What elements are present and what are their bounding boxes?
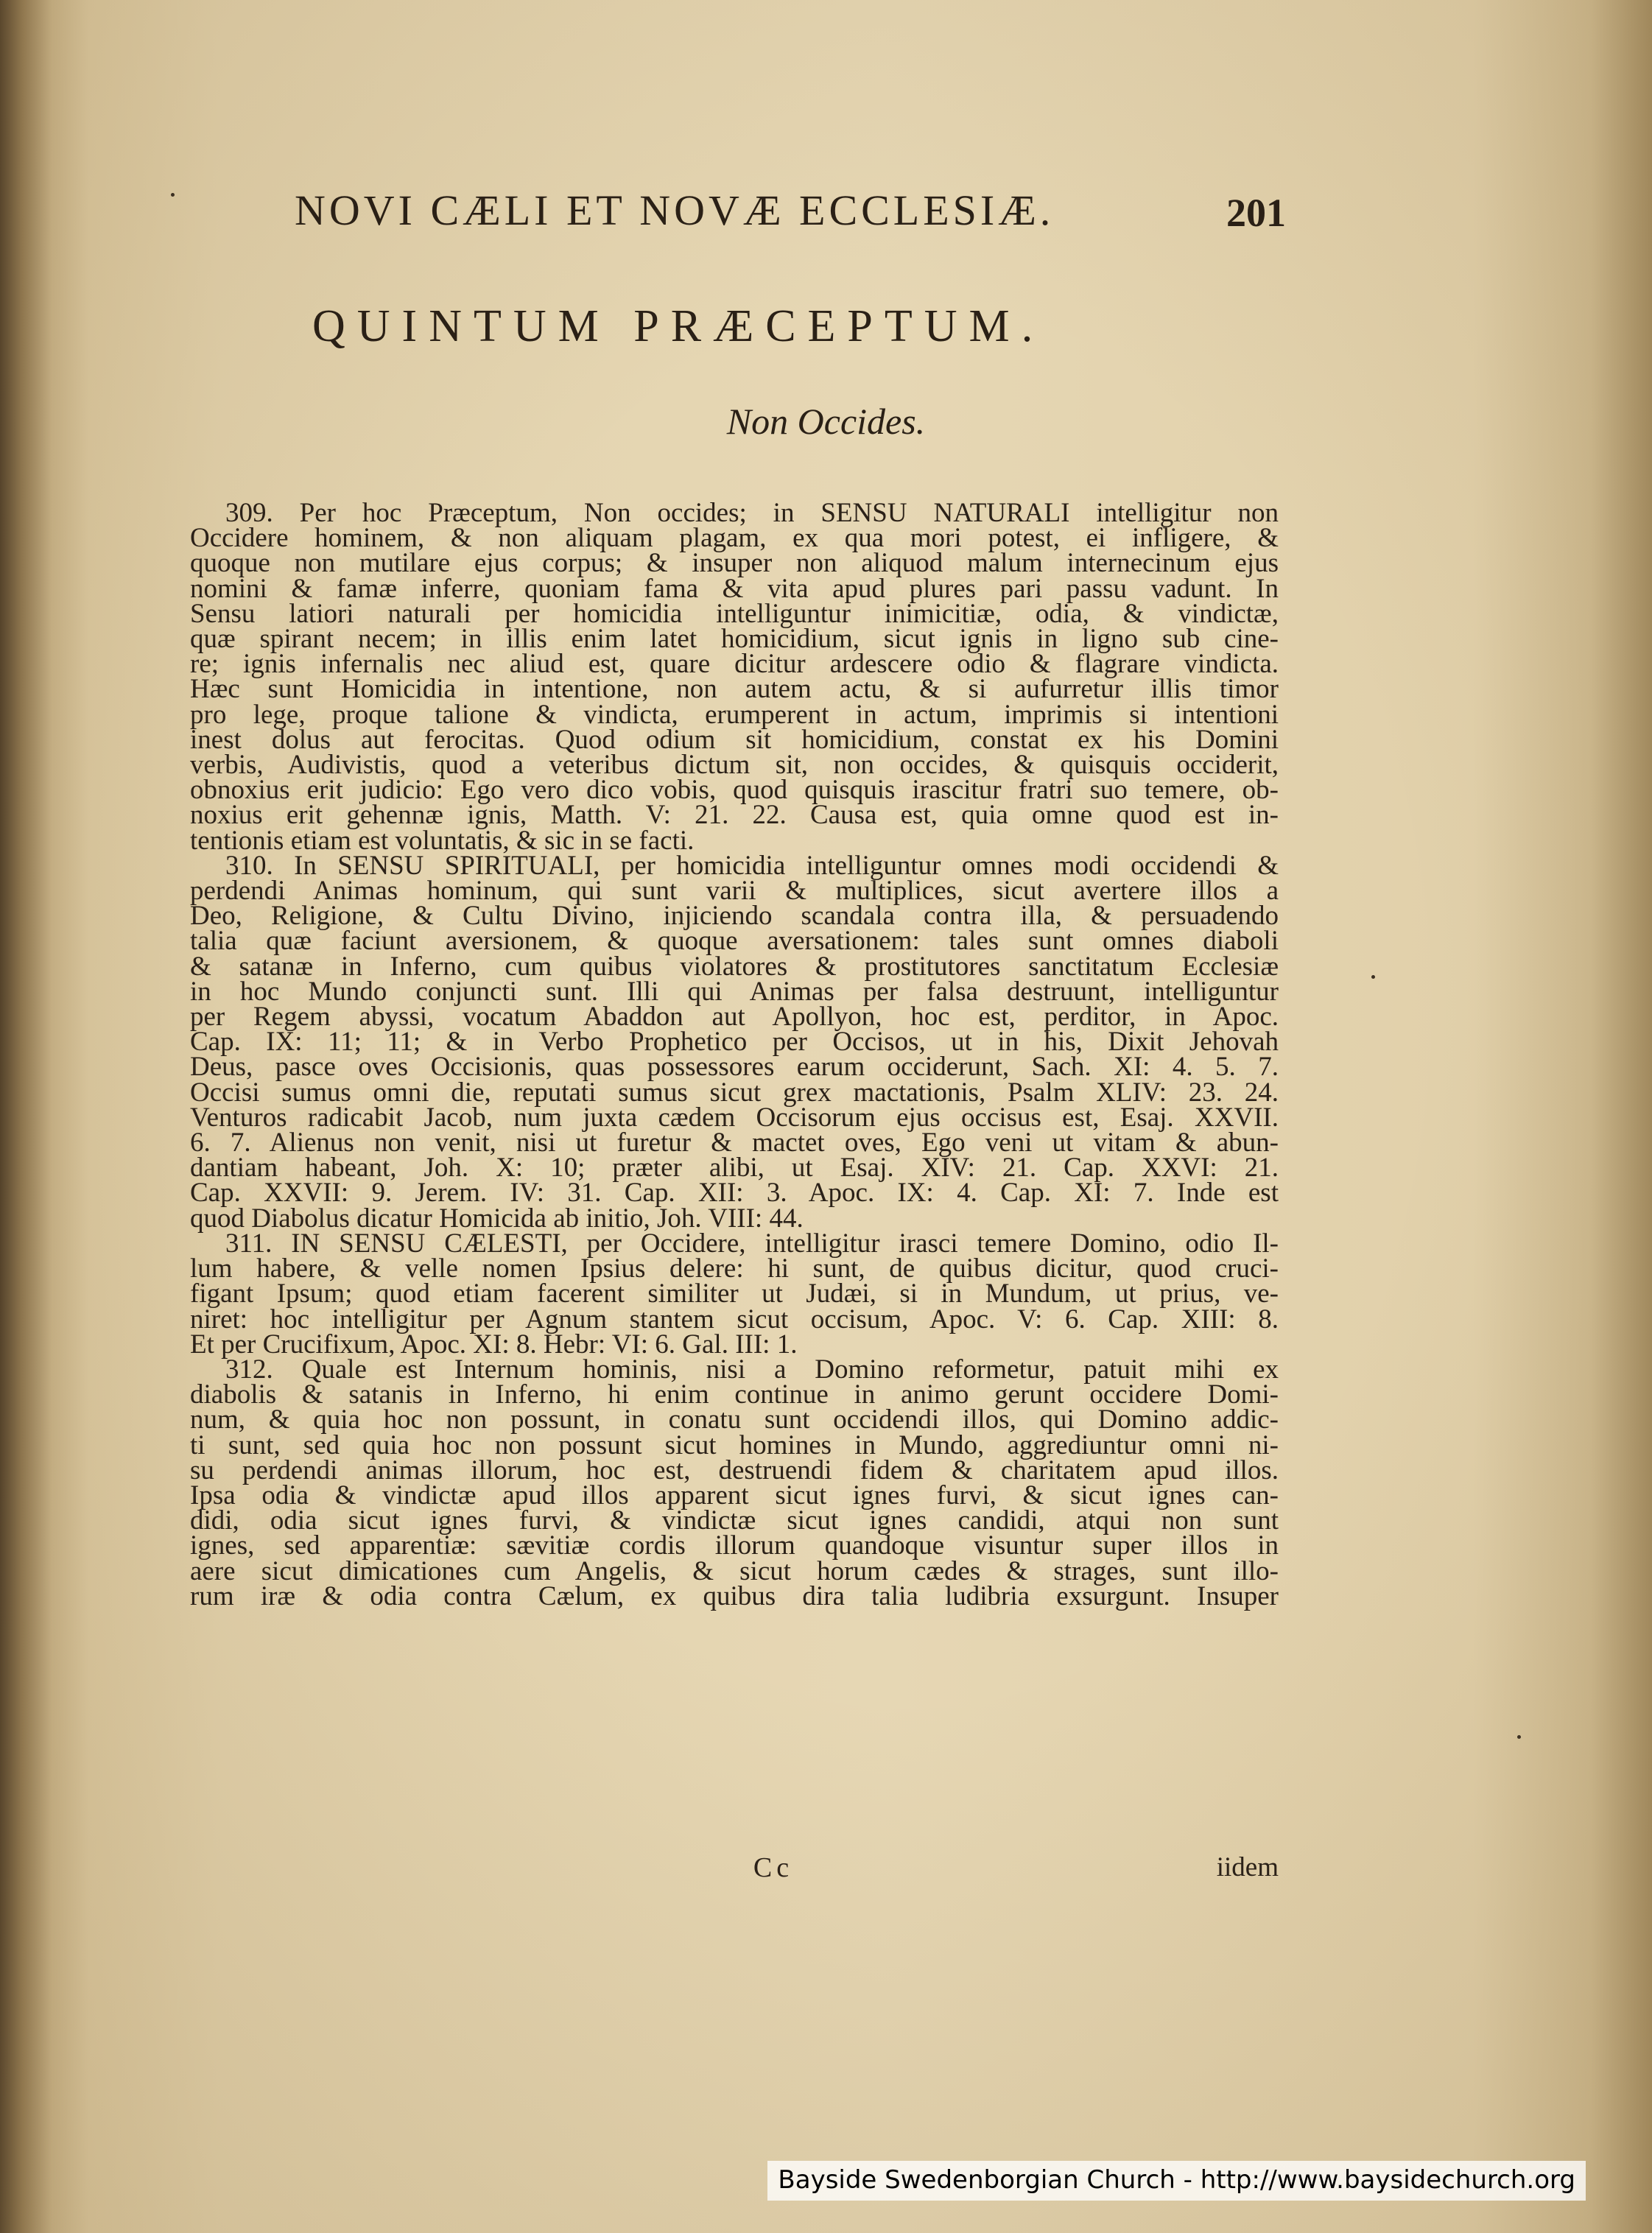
page-number: 201 <box>1226 191 1286 235</box>
text-line: figant Ipsum; quod etiam facerent similiter ut Judæi, si in Mundum, ut prius, ve- <box>190 1279 1279 1309</box>
text-line: perdendi Animas hominum, qui sunt varii & multiplices, sicut avertere illos a <box>190 876 1279 907</box>
speck-mark <box>1371 975 1375 979</box>
text-line: obnoxius erit judicio: Ego vero dico vobis, quod quisquis irascitur fratri suo temere, ob- <box>190 775 1279 806</box>
text-line: nomini & famæ inferre, quoniam fama & vita apud plures pari passu vadunt. In <box>190 573 1279 604</box>
signature-mark: Cc <box>753 1852 794 1883</box>
text-line: Venturos radicabit Jacob, num juxta cædem Occisorum ejus occisus est, Esaj. XXVII. <box>190 1102 1279 1133</box>
text-line: verbis, Audivistis, quod a veteribus dictum sit, non occides, & quisquis occiderit, <box>190 750 1279 781</box>
text-line: in hoc Mundo conjuncti sunt. Illi qui Animas per falsa destruunt, intelliguntur <box>190 976 1279 1007</box>
text-line: diabolis & satanis in Inferno, hi enim continue in animo gerunt occidere Domi- <box>190 1379 1279 1410</box>
text-line: dantiam habeant, Joh. X: 10; præter alibi, ut Esaj. XIV: 21. Cap. XXVI: 21. <box>190 1153 1279 1184</box>
text-line: Occisi sumus omni die, reputati sumus sicut grex mactationis, Psalm XLIV: 23. 24. <box>190 1077 1279 1108</box>
text-line: quod Diabolus dicatur Homicida ab initio, Joh. VIII: 44. <box>190 1203 804 1234</box>
text-line: 6. 7. Alienus non venit, nisi ut furetur & mactet oves, Ego veni ut vitam & abun- <box>190 1128 1279 1158</box>
text-line: Cap. IX: 11; 11; & in Verbo Prophetico per Occisos, ut in his, Dixit Jehovah <box>190 1027 1279 1058</box>
catchword: iidem <box>1216 1852 1279 1882</box>
text-line: lum habere, & velle nomen Ipsius delere: hi sunt, de quibus dicitur, quod cruci- <box>190 1253 1279 1284</box>
text-line: per Regem abyssi, vocatum Abaddon aut Apollyon, hoc est, perditor, in Apoc. <box>190 1002 1279 1033</box>
text-line: su perdendi animas illorum, hoc est, destruendi fidem & charitatem apud illos. <box>190 1455 1279 1485</box>
text-line: Sensu latiori naturali per homicidia intelliguntur inimicitiæ, odia, & vindictæ, <box>190 598 1279 629</box>
text-line: tentionis etiam est voluntatis, & sic in se facti. <box>190 825 695 856</box>
text-line: 312. Quale est Internum hominis, nisi a Domino reformetur, patuit mihi ex <box>225 1354 1279 1385</box>
text-line: re; ignis infernalis nec aliud est, quare dicitur ardescere odio & flagrare vindicta. <box>190 649 1279 680</box>
text-line: Deus, pasce oves Occisionis, quas possessores earum occiderunt, Sach. XI: 4. 5. 7. <box>190 1052 1279 1083</box>
text-line: 311. IN SENSU CÆLESTI, per Occidere, intelligitur irasci temere Domino, odio Il- <box>225 1228 1279 1259</box>
text-line: aere sicut dimicationes cum Angelis, & sicut horum cædes & strages, sunt illo- <box>190 1555 1279 1586</box>
text-line: Hæc sunt Homicidia in intentione, non autem actu, & si aufurretur illis timor <box>190 674 1279 705</box>
text-line: noxius erit gehennæ ignis, Matth. V: 21. 22. Causa est, quia omne quod est in- <box>190 800 1279 831</box>
chapter-title: QUINTUM PRÆCEPTUM. <box>312 301 1045 351</box>
text-line: inest dolus aut ferocitas. Quod odium sit homicidium, constat ex his Domini <box>190 724 1279 755</box>
text-line: quæ spirant necem; in illis enim latet homicidium, sicut ignis in ligno sub cine- <box>190 624 1279 655</box>
text-line: num, & quia hoc non possunt, in conatu sunt occidendi illos, qui Domino addic- <box>190 1404 1279 1435</box>
text-line: pro lege, proque talione & vindicta, erumperent in actum, imprimis si intentioni <box>190 699 1279 730</box>
text-line: & satanæ in Inferno, cum quibus violatores & prostitutores sanctitatum Ecclesiæ <box>190 951 1279 982</box>
text-line: didi, odia sicut ignes furvi, & vindictæ sicut ignes candidi, atqui non sunt <box>190 1505 1279 1536</box>
text-line: Ipsa odia & vindictæ apud illos apparent sicut ignes furvi, & sicut ignes can- <box>190 1480 1279 1511</box>
watermark-credit: Bayside Swedenborgian Church - http://www.baysidechurch.org <box>767 2161 1586 2201</box>
text-line: Deo, Religione, & Cultu Divino, injiciendo scandala contra illa, & persuadendo <box>190 901 1279 932</box>
text-line: 309. Per hoc Præceptum, Non occides; in SENSU NATURALI intelligitur non <box>225 498 1279 528</box>
body-text <box>190 498 1279 1611</box>
text-line: rum iræ & odia contra Cælum, ex quibus dira talia ludibria exsurgunt. Insuper <box>190 1580 1279 1611</box>
running-head: NOVI CÆLI ET NOVÆ ECCLESIÆ. <box>295 186 1055 234</box>
speck-mark <box>171 193 175 197</box>
speck-mark <box>1517 1735 1521 1739</box>
text-line: talia quæ faciunt aversionem, & quoque aversationem: tales sunt omnes diaboli <box>190 926 1279 957</box>
text-line: niret: hoc intelligitur per Agnum stantem sicut occisum, Apoc. V: 6. Cap. XIII: 8. <box>190 1304 1279 1334</box>
text-line: quoque non mutilare ejus corpus; & insuper non aliquod malum internecinum ejus <box>190 548 1279 579</box>
text-line: Occidere hominem, & non aliquam plagam, ex qua mori potest, ei infligere, & <box>190 523 1279 554</box>
text-line: Et per Crucifixum, Apoc. XI: 8. Hebr: VI: 6. Gal. III: 1. <box>190 1329 798 1360</box>
text-line: Cap. XXVII: 9. Jerem. IV: 31. Cap. XII: 3. Apoc. IX: 4. Cap. XI: 7. Inde est <box>190 1178 1279 1209</box>
text-line: ti sunt, sed quia hoc non possunt sicut homines in Mundo, aggrediuntur omni ni- <box>190 1430 1279 1460</box>
chapter-subtitle: Non Occides. <box>726 401 926 442</box>
text-line: 310. In SENSU SPIRITUALI, per homicidia intelliguntur omnes modi occidendi & <box>225 850 1279 881</box>
text-line: ignes, sed apparentiæ: sævitiæ cordis illorum quandoque visuntur super illos in <box>190 1530 1279 1561</box>
